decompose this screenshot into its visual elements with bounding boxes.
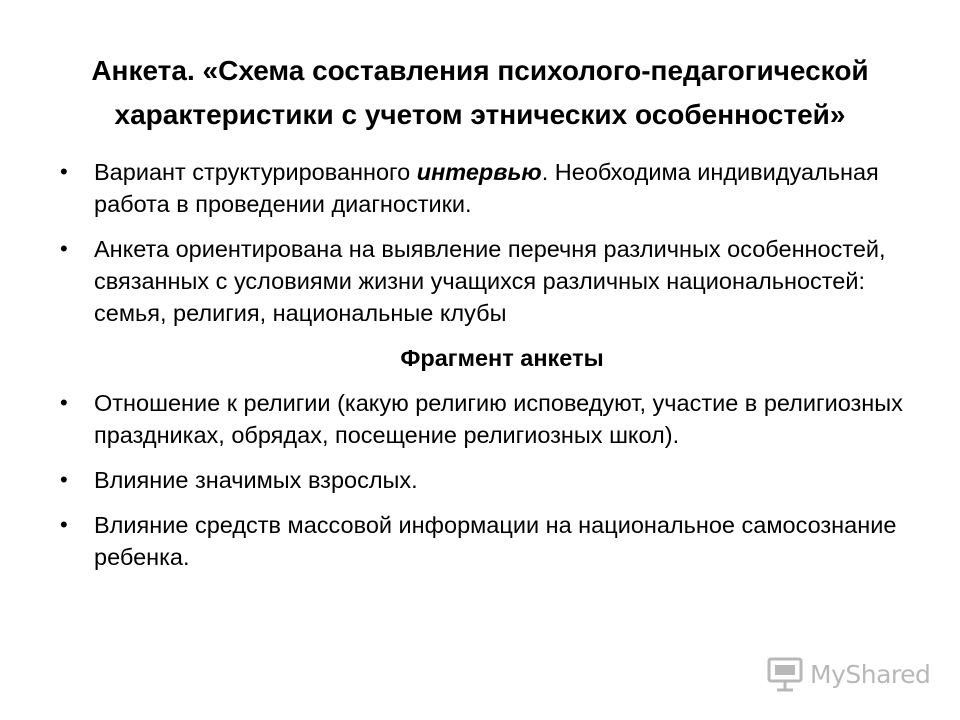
bullet-text: Вариант структурированного xyxy=(94,159,417,185)
bullet-item xyxy=(60,233,910,329)
bullet-item xyxy=(60,509,910,573)
bullet-emphasis: интервью xyxy=(416,159,542,185)
bullet-item xyxy=(60,156,910,220)
bullet-item xyxy=(60,387,910,451)
watermark-logo xyxy=(766,654,936,694)
presentation-board-icon xyxy=(766,656,804,692)
slide-title: Анкета. «Схема составления психолого-педагогической характеристики с учетом этнических особенностей» xyxy=(91,54,869,130)
slide-content xyxy=(60,156,910,586)
bullet-text: . Необходима индивидуальная работа в проведении диагностики. xyxy=(94,159,879,217)
watermark-text: MyShared xyxy=(810,659,931,689)
fragment-heading: Фрагмент анкеты xyxy=(400,345,604,371)
bullet-text: Анкета ориентирована на выявление перечня различных особенностей, связанных с условиями жизни учащихся различных национальностей: семья, религия, национальные клубы xyxy=(94,236,886,326)
bullet-item xyxy=(60,464,910,496)
bullet-text: Влияние значимых взрослых. xyxy=(94,467,418,493)
bullet-text: Отношение к религии (какую религию исповедуют, участие в религиозных праздниках, обрядах, посещение религиозных школ). xyxy=(94,390,903,448)
bullet-text: Влияние средств массовой информации на национальное самосознание ребенка. xyxy=(94,512,897,570)
